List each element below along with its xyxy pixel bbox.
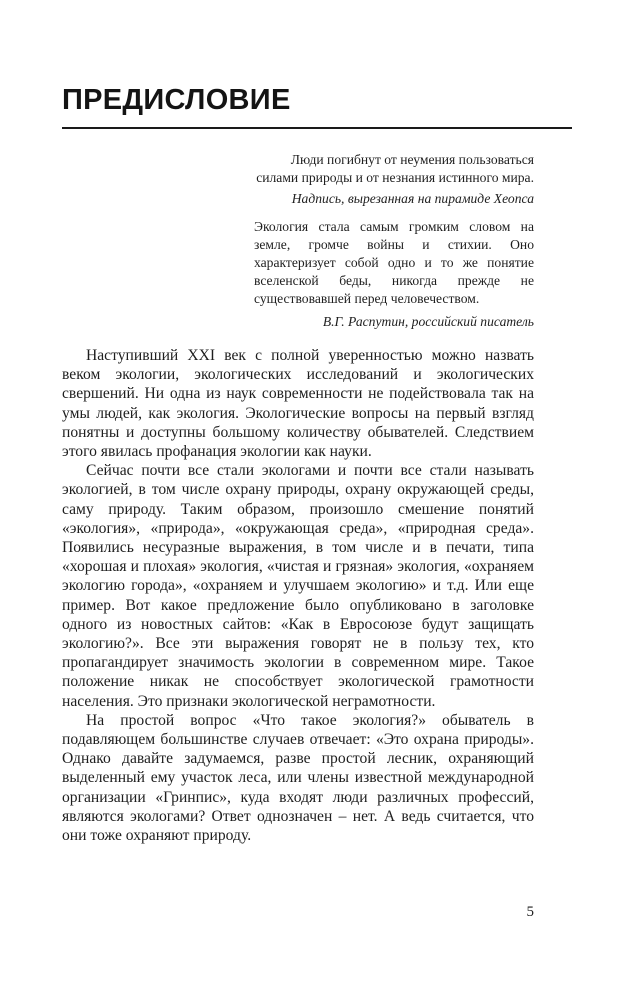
body-text	[62, 346, 534, 845]
epigraph-1	[254, 151, 534, 187]
epigraph-2	[254, 218, 534, 308]
epigraph-1-attribution: Надпись, вырезанная на пирамиде Хеопса	[291, 191, 534, 206]
paragraph-2: Сейчас почти все стали экологами и почти все стали называть экологией, в том числе охрану природы, охрану окружающей среды, саму природу. Таким образом, произошло смешение понятий «экология», «природа», «окружающая среда», «природная среда». Появились несуразные выражения, в том числе и в печати, типа «хорошая и плохая» экология, «чистая и грязная» экология, «охраняем экологию города», «охраняем и улучшаем экологию» и т.д. Или еще пример. Вот какое предложение было опубликовано в заголовке одного из новостных сайтов: «Как в Евросоюзе будут защищать экологию?». Все эти выражения говорят не в пользу тех, кто пропагандирует значимость экологии в современном мире. Такое положение никак не способствует экологической грамотности населения. Это признаки экологической неграмотности.	[62, 462, 534, 710]
epigraph-1-line-2: силами природы и от незнания истинного мира.	[256, 170, 534, 185]
page-number: 5	[526, 904, 534, 920]
page-heading: ПРЕДИСЛОВИЕ	[62, 84, 291, 116]
paragraph-3: На простой вопрос «Что такое экология?» обыватель в подавляющем большинстве случаев отвечает: «Это охрана природы». Однако давайте задумаемся, разве простой лесник, охраняющий выделенный ему участок леса, или члены известной международной организации «Гринпис», куда входят люди различных профессий, являются экологами? Ответ однозначен – нет. А ведь считается, что они тоже охраняют природу.	[62, 711, 534, 845]
epigraph-1-line-1: Люди погибнут от неумения пользоваться	[290, 152, 534, 167]
paragraph-1: Наступивший XXI век с полной уверенностью можно назвать веком экологии, экологических исследований и экологических свершений. Ни одна из наук современности не подействовала так на умы людей, как экология. Экологические вопросы на первый взгляд понятны и доступны большому количеству обывателей. Следствием этого явилась профанация экологии как науки.	[62, 347, 534, 461]
heading-rule	[62, 127, 572, 129]
epigraph-2-text: Экология стала самым громким словом на земле, громче войны и стихии. Оно характеризует собой одно и то же понятие вселенской беды, никогда прежде не существовавшей перед человечеством.	[254, 219, 534, 306]
epigraph-2-attribution: В.Г. Распутин, российский писатель	[322, 314, 534, 329]
